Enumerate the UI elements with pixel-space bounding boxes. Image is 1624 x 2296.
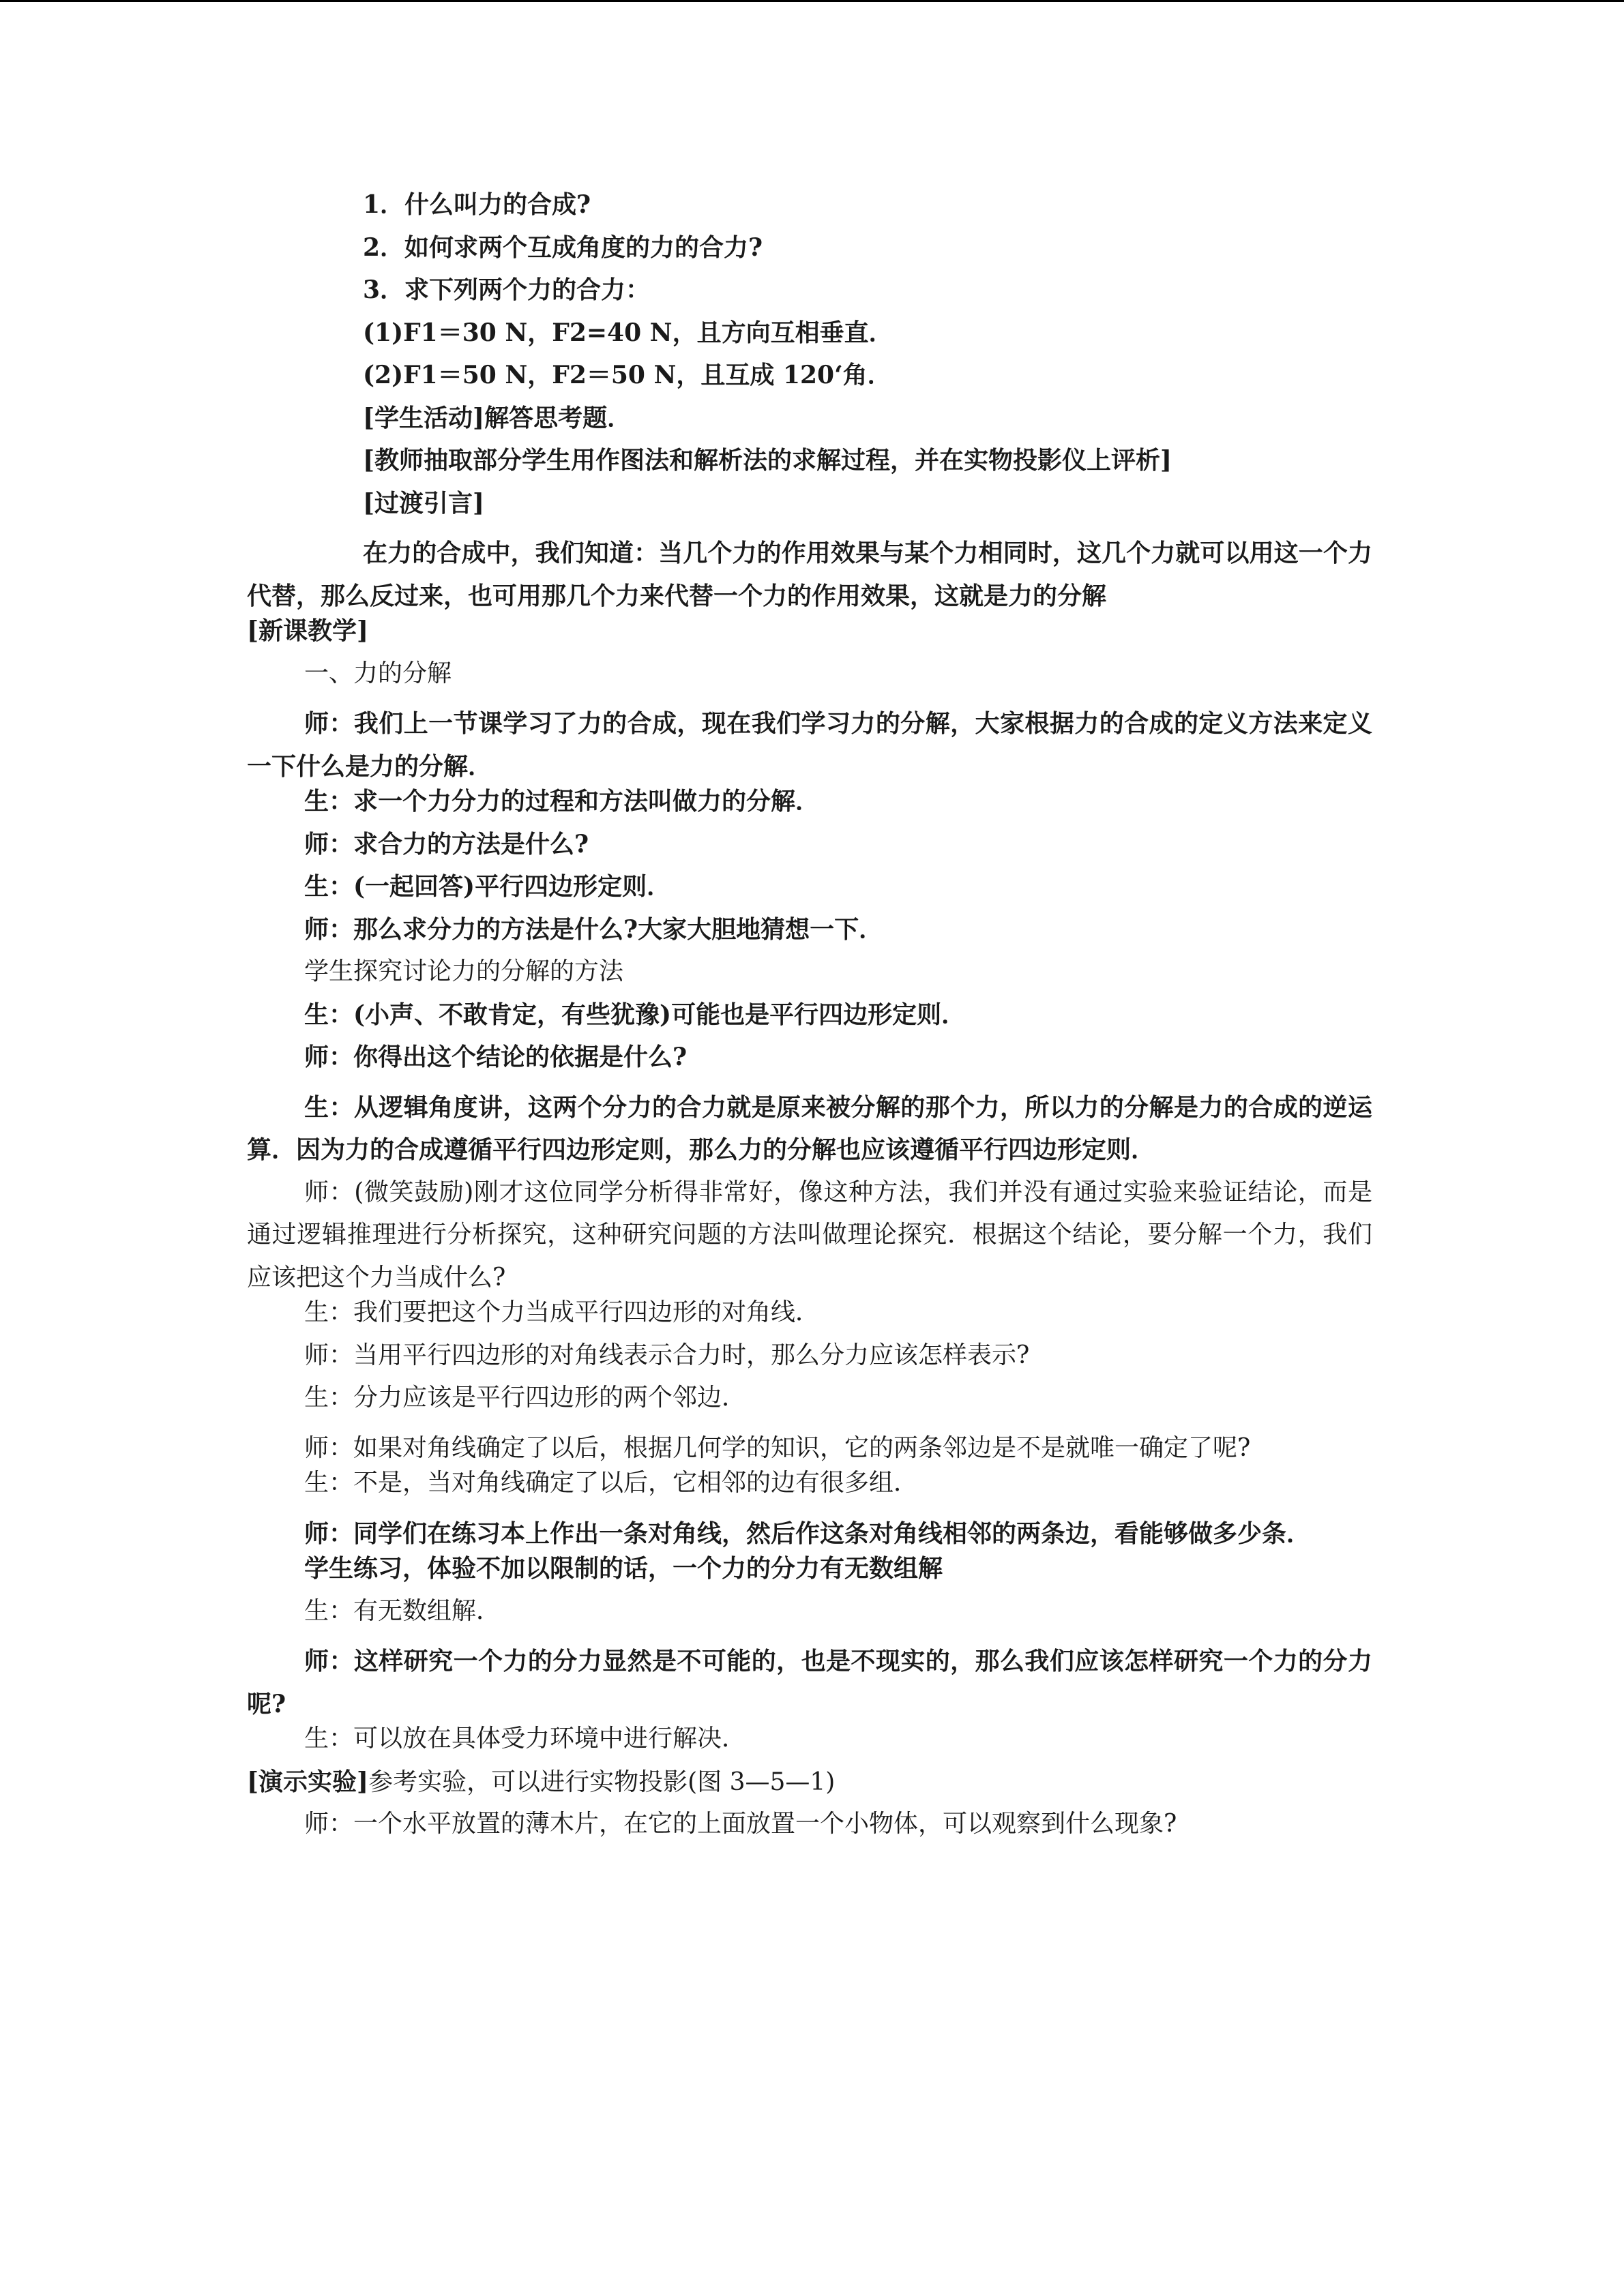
dialogue-line: 生：我们要把这个力当成平行四边形的对角线． (304, 1298, 821, 1326)
dialogue-line: 学生练习，体验不加以限制的话，一个力的分力有无数组解 (304, 1554, 943, 1583)
question-3-part-1: (1)F1＝30 N，F2=40 N，且方向互相垂直． (363, 318, 894, 347)
dialogue-line: 师：我们上一节课学习了力的合成，现在我们学习力的分解，大家根据力的合成的定义方法来定义一下什么是力的分解． (247, 709, 1372, 781)
question-3: 3．求下列两个力的合力： (363, 275, 651, 304)
intro-paragraph: 在力的合成中，我们知道：当几个力的作用效果与某个力相同时，这几个力就可以用这一个力代替，那么反过来，也可用那几个力来代替一个力的作用效果，这就是力的分解 (247, 539, 1372, 610)
dialogue-line: 师：你得出这个结论的依据是什么? (304, 1043, 688, 1071)
demo-label: [演示实验] (247, 1767, 369, 1796)
dialogue-line: 师：那么求分力的方法是什么?大家大胆地猜想一下． (304, 914, 884, 944)
demo-experiment (247, 1768, 1372, 1811)
question-1: 1．什么叫力的合成? (363, 190, 591, 219)
dialogue-line: 师：当用平行四边形的对角线表示合力时，那么分力应该怎样表示? (304, 1341, 1030, 1369)
section-title: 一、力的分解 (304, 659, 452, 687)
dialogue-line: 师：这样研究一个力的分力显然是不可能的，也是不现实的，那么我们应该怎样研究一个力的分力呢? (247, 1647, 1372, 1718)
dialogue-line: 师：如果对角线确定了以后，根据几何学的知识，它的两条邻边是不是就唯一确定了呢? (304, 1433, 1251, 1462)
document-page (247, 191, 1372, 1853)
page-top-border (0, 0, 1624, 2)
dialogue-line: 生：(小声、不敢肯定，有些犹豫)可能也是平行四边形定则． (304, 1000, 966, 1029)
transition-heading: [过渡引言] (363, 488, 485, 518)
question-2: 2．如何求两个互成角度的力的合力? (363, 233, 763, 262)
new-lesson-heading: [新课教学] (247, 616, 369, 645)
dialogue-line: 师：求合力的方法是什么? (304, 829, 589, 859)
question-3-part-2: (2)F1＝50 N，F2＝50 N，且互成 120‘角． (363, 361, 892, 389)
dialogue-line: 生：有无数组解． (304, 1596, 501, 1625)
dialogue-line: 生：求一个力分力的过程和方法叫做力的分解． (304, 787, 821, 816)
dialogue-line: 生：分力应该是平行四边形的两个邻边． (304, 1384, 747, 1412)
dialogue-line: 生：可以放在具体受力环境中进行解决． (304, 1725, 747, 1753)
dialogue-line: 生：不是，当对角线确定了以后，它相邻的边有很多组． (304, 1469, 919, 1497)
last-line: 师：一个水平放置的薄木片，在它的上面放置一个小物体，可以观察到什么现象? (304, 1810, 1177, 1838)
dialogue-line: 生：从逻辑角度讲，这两个分力的合力就是原来被分解的那个力，所以力的分解是力的合成的逆运算．因为力的合成遵循平行四边形定则，那么力的分解也应该遵循平行四边形定则． (247, 1092, 1372, 1164)
dialogue-line: 师：(微笑鼓励)刚才这位同学分析得非常好，像这种方法，我们并没有通过实验来验证结论，而是通过逻辑推理进行分析探究，这种研究问题的方法叫做理论探究．根据这个结论，要分解一个力，我们应该把这个力当成什么? (247, 1178, 1372, 1292)
student-activity: [学生活动]解答思考题． (363, 403, 632, 432)
dialogue-line: 师：同学们在练习本上作出一条对角线，然后作这条对角线相邻的两条边，看能够做多少条． (304, 1519, 1312, 1548)
teacher-activity: [教师抽取部分学生用作图法和解析法的求解过程，并在实物投影仪上评析] (363, 446, 1172, 475)
dialogue-line: 学生探究讨论力的分解的方法 (304, 957, 624, 985)
dialogue-line: 生：(一起回答)平行四边形定则． (304, 872, 672, 901)
demo-text: 参考实验，可以进行实物投影(图 3—5—1) (368, 1768, 836, 1796)
